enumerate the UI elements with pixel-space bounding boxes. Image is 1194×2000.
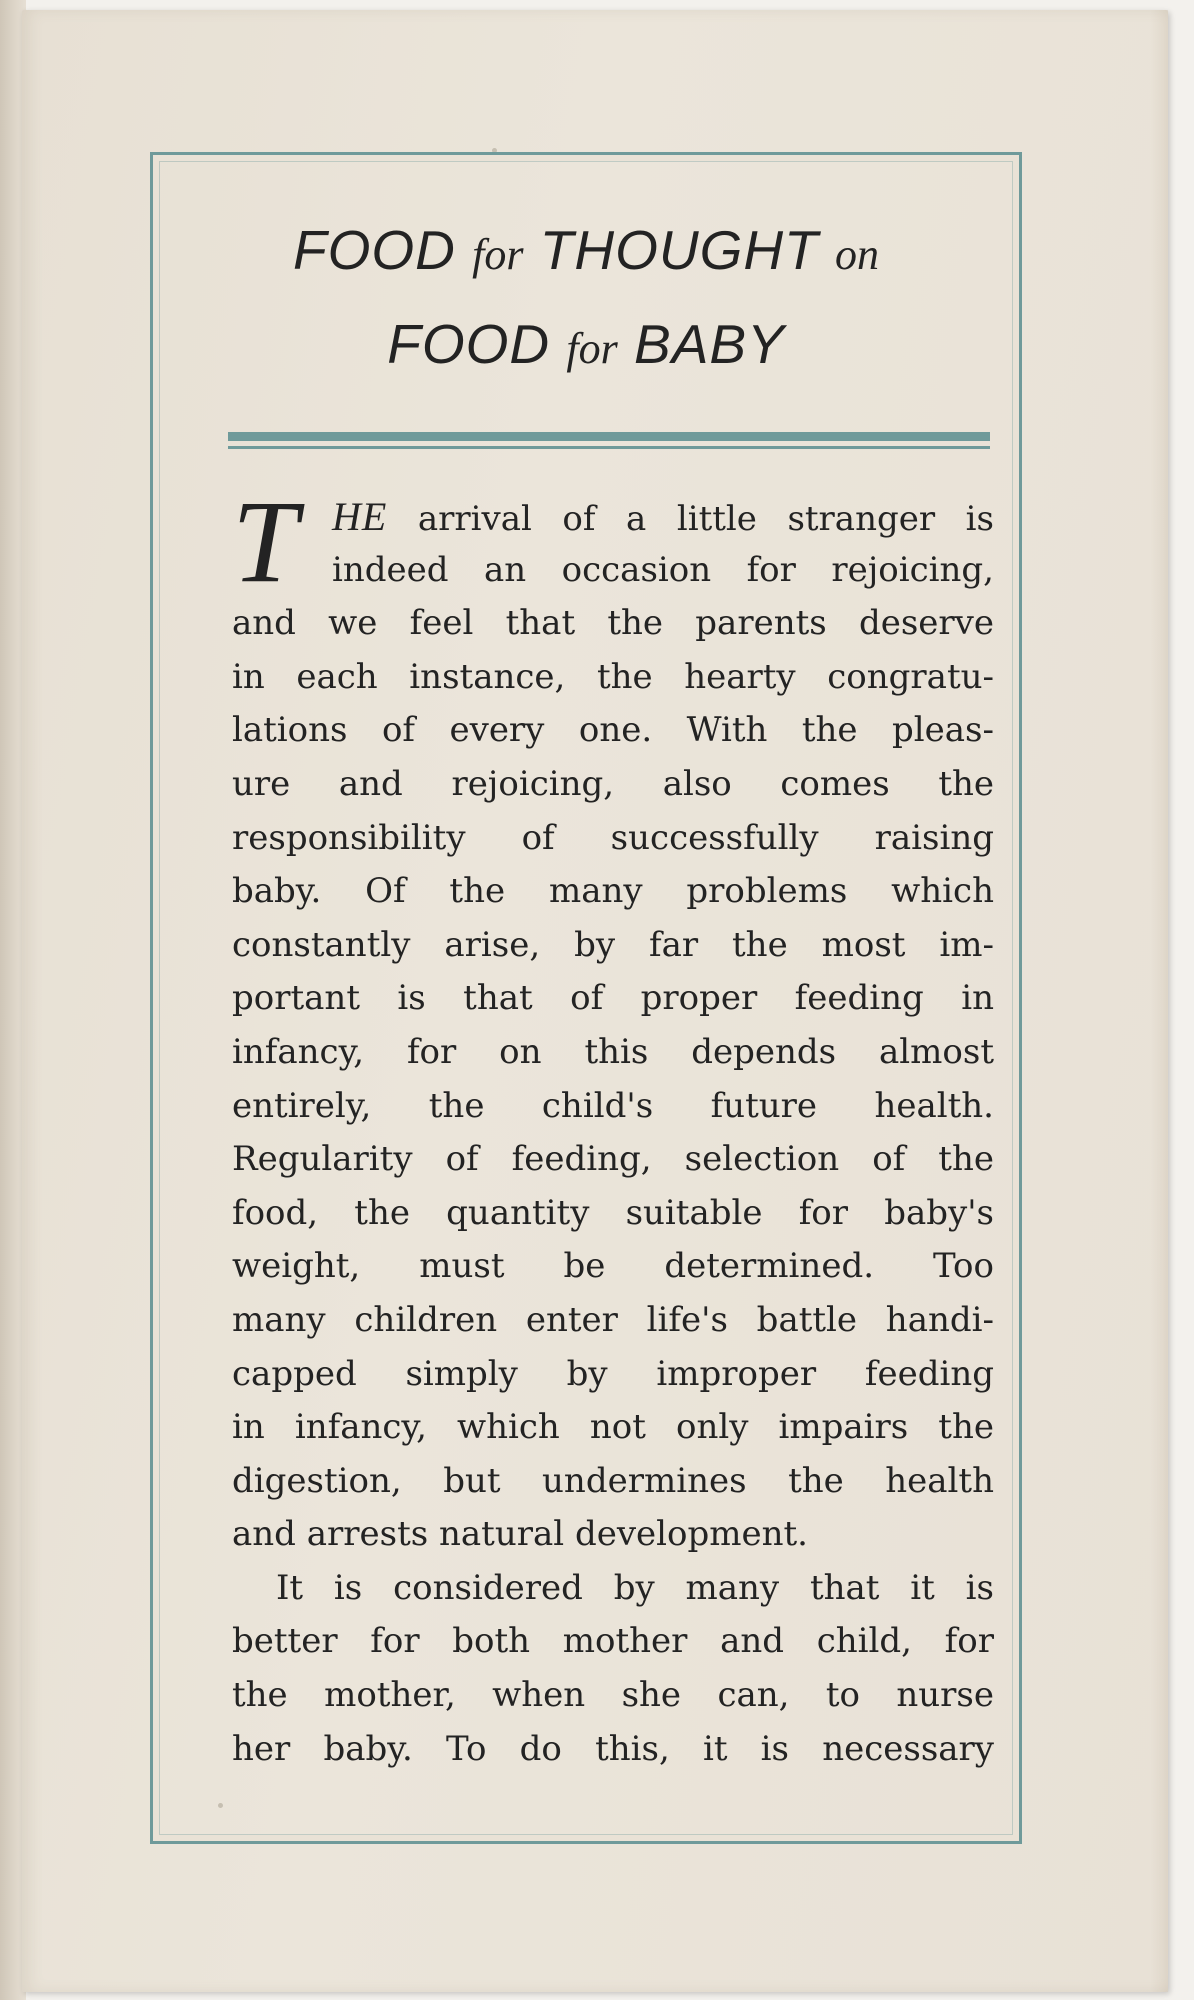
text-line: entirely, the child's future health.: [232, 1085, 994, 1126]
text-line: food, the quantity suitable for baby's: [232, 1192, 994, 1233]
text-line: infancy, for on this depends almost: [232, 1031, 994, 1072]
text-line: portant is that of proper feeding in: [232, 978, 994, 1019]
text-line: her baby. To do this, it is necessary: [232, 1728, 994, 1769]
page-edge-shadow: [1150, 10, 1168, 1992]
text-line: ure and rejoicing, also comes the: [232, 763, 994, 804]
page-title-line-2: FOOD for BABY: [387, 313, 785, 375]
text-line: baby. Of the many problems which: [232, 871, 994, 912]
drop-cap: T: [232, 476, 298, 607]
page-title-line-1: FOOD for THOUGHT on: [292, 219, 879, 281]
text-line: HE arrival of a little stranger is: [332, 494, 994, 539]
text-line: constantly arise, by far the most im-: [232, 924, 994, 965]
text-line: indeed an occasion for rejoicing,: [332, 549, 994, 590]
body-text: [232, 476, 994, 1776]
text-line: lations of every one. With the pleas-: [232, 710, 994, 751]
text-line: Regularity of feeding, selection of the: [232, 1139, 994, 1180]
text-line: in infancy, which not only impairs the: [232, 1407, 994, 1448]
text-line: It is considered by many that it is: [276, 1567, 994, 1608]
text-line: weight, must be determined. Too: [232, 1246, 994, 1287]
text-line: digestion, but undermines the health: [232, 1460, 994, 1501]
text-line: and we feel that the parents deserve: [232, 603, 994, 644]
title-divider-thick: [228, 432, 990, 441]
text-line: and arrests natural development.: [232, 1514, 808, 1555]
text-line: responsibility of successfully raising: [232, 817, 994, 858]
text-line: in each instance, the hearty congratu-: [232, 656, 994, 697]
text-line: many children enter life's battle handi-: [232, 1299, 994, 1340]
text-line: capped simply by improper feeding: [232, 1353, 994, 1394]
text-line: better for both mother and child, for: [232, 1621, 994, 1662]
text-line: the mother, when she can, to nurse: [232, 1675, 994, 1716]
title-divider-thin: [228, 446, 990, 449]
